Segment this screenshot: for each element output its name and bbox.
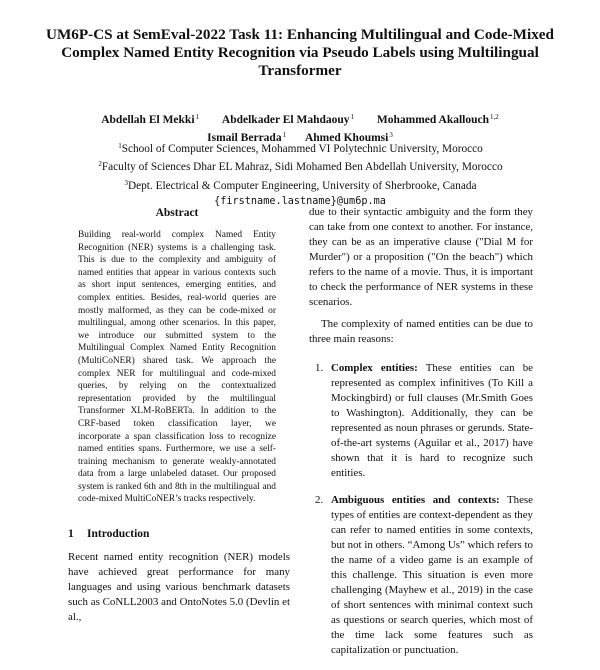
author: Abdellah El Mekki$^1$ xyxy=(101,113,200,126)
author-email: {firstname.lastname}@um6p.ma xyxy=(214,195,386,207)
list-item: 1. Complex entities: These entities can be represented as complex infinitives (To Kill a Mockingbird) or full clauses (Mr.Smith Goes to Washington). Additionally, they can be represented as noun phrases or gerunds. State-of-the-art systems (Aguilar et al., 2017) have shown that it is hard to recognize such entities. xyxy=(315,362,533,479)
abstract-heading: Abstract xyxy=(155,207,199,219)
right-column xyxy=(309,205,533,670)
paragraph: due to their syntactic ambiguity and the form they can take from one context to another. For instance, they can be as an imperative clause ("Dial M for Murder") or a proposition ("On the beach") which refers to the name of a movie. Thus, it is important to check the performance of NER systems in these scenarios. xyxy=(309,206,533,308)
author: Ahmed Khoumsi$^3$ xyxy=(304,131,393,144)
author: Abdelkader El Mahdaouy$^1$ xyxy=(221,113,355,126)
list-item: 2. Ambiguous entities and contexts: These types of entities are context-dependent as they can refer to named entities in some contexts, but not in others. “Among Us” which refers to the name of a video game is an example of this challenge. This situation is even more challenging (Mayhew et al., 2019) in the case of short sentences with minimal context such as questions or search queries, which most of the time lack some features such as capitalization or punctuation. xyxy=(315,494,533,656)
affiliation: $^1$School of Computer Sciences, Mohammed VI Polytechnic University, Morocco xyxy=(118,142,483,155)
section-heading: 1 Introduction xyxy=(68,528,150,540)
reasons-list xyxy=(309,361,533,658)
abstract-block xyxy=(68,205,286,506)
affiliation: $^3$Dept. Electrical & Computer Engineering, University of Sherbrooke, Canada xyxy=(124,178,477,192)
intro-text: Recent named entity recognition (NER) models have achieved great performance for many languages and using various benchmark datasets such as CoNLL2003 and OntoNotes 5.0 (Devlin et al., xyxy=(68,551,290,623)
paper-title: UM6P-CS at SemEval-2022 Task 11: Enhancing Multilingual and Code-Mixed Complex Named Entity Recognition via Pseudo Labels using Multilingual Transformer xyxy=(45,26,554,79)
paragraph: The complexity of named entities can be due to three main reasons: xyxy=(309,318,533,345)
author: Mohammed Akallouch$^{1,2}$ xyxy=(376,113,499,126)
abstract-text: Building real-world complex Named Entity Recognition (NER) systems is a challenging task. This is due to the complexity and ambiguity of named entities that appear in various contexts such as short input sentences, emerging entities, and complex entities. Besides, real-world queries are mostly malformed, as they can be code-mixed or multilingual, among other scenarios. In this paper, we introduce our submitted system to the Multilingual Complex Named Entity Recognition (MultiCoNER) shared task. We approach the complex NER for multilingual and code-mixed queries, by relying on the contextualized representation provided by the multilingual Transformer XLM-RoBERTa. In addition to the CRF-based token classification layer, we incorporate a span classification loss to recognize named entities spans. Furthermore, we use a self-training mechanism to generate weakly-annotated data from a large unlabeled dataset. Our proposed system is ranked 6th and 8th in the multilingual and code-mixed MultiCoNER’s tracks respectively. xyxy=(78,230,276,505)
author: Ismail Berrada$^1$ xyxy=(207,131,287,144)
affiliation: $^2$Faculty of Sciences Dhar EL Mahraz, Sidi Mohamed Ben Abdellah University, Morocco xyxy=(98,160,503,174)
affiliations xyxy=(40,139,560,209)
